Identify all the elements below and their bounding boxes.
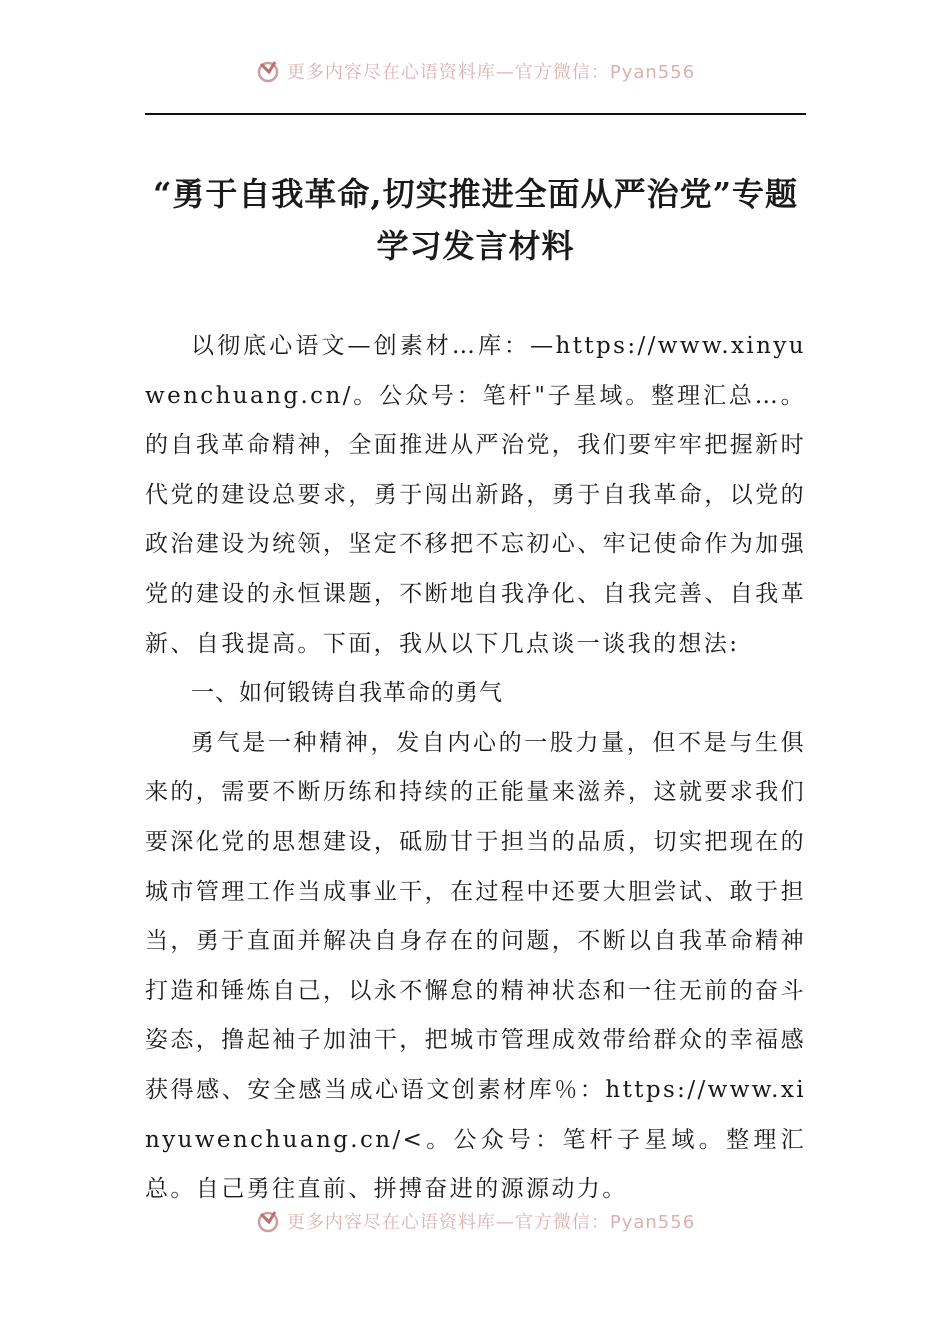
intro-paragraph: 以彻底心语文—创素材…库：—https://www.xinyuwenchuang.cn/。公众号：笔杆"子星域。整理汇总…。的自我革命精神，全面推进从严治党，我们要牢牢把握新时代党的建设总要求，勇于闯出新路，勇于自我革命，以党的政治建设为统领，坚定不移把不忘初心、牢记使命作为加强党的建设的永恒课题，不断地自我净化、自我完善、自我革新、自我提高。下面，我从以下几点谈一谈我的想法: xyxy=(145,333,806,657)
header-divider xyxy=(145,113,806,115)
watermark-logo-icon xyxy=(255,58,281,84)
footer-watermark xyxy=(0,1206,950,1236)
body-paragraph: 勇气是一种精神，发自内心的一股力量，但不是与生俱来的，需要不断历练和持续的正能量来滋养，这就要求我们要深化党的思想建设，砥励甘于担当的品质，切实把现在的城市管理工作当成事业干，在过程中还要大胆尝试、敢于担当，勇于直面并解决自身存在的问题，不断以自我革命精神打造和锤炼自己，以永不懈怠的精神状态和一往无前的奋斗姿态，撸起袖子加油干，把城市管理成效带给群众的幸福感获得感、安全感当成心语文创素材库％：https://www.xinyuwenchuang.cn/<。公众号：笔杆子星域。整理汇总。自己勇往直前、拼搏奋进的源源动力。 xyxy=(145,729,806,1203)
section-heading: 一、如何锻铸自我革命的勇气 xyxy=(191,680,503,707)
document-title: “勇于自我革命,切实推进全面从严治党”专题学习发言材料 xyxy=(153,175,798,265)
watermark-text: 更多内容尽在心语资料库—官方微信：Pyan556 xyxy=(286,62,696,83)
header-watermark xyxy=(0,56,950,86)
watermark-text: 更多内容尽在心语资料库—官方微信：Pyan556 xyxy=(286,1212,696,1233)
watermark-logo-icon xyxy=(255,1208,281,1234)
document-body xyxy=(145,322,806,1215)
